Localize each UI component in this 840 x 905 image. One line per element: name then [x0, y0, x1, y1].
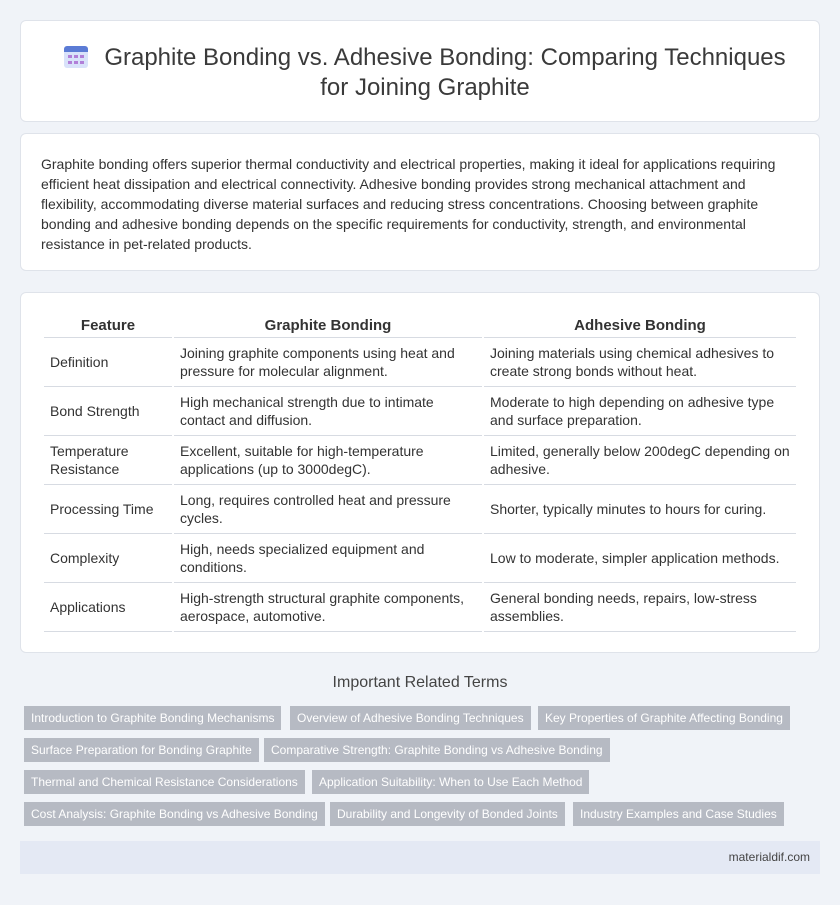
- related-term-tag[interactable]: Durability and Longevity of Bonded Joints: [330, 802, 565, 826]
- related-term-tag[interactable]: Application Suitability: When to Use Each Method: [312, 770, 589, 794]
- table-row: [44, 583, 796, 632]
- column-header: Feature: [44, 317, 172, 338]
- feature-cell: Definition: [44, 338, 172, 387]
- feature-cell: Processing Time: [44, 485, 172, 534]
- title-card: [20, 20, 820, 122]
- adhesive-bonding-cell: Shorter, typically minutes to hours for curing.: [484, 485, 796, 534]
- related-term-tag[interactable]: Key Properties of Graphite Affecting Bonding: [538, 706, 790, 730]
- related-term-tag[interactable]: Surface Preparation for Bonding Graphite: [24, 738, 259, 762]
- graphite-bonding-cell: Long, requires controlled heat and pressure cycles.: [174, 485, 482, 534]
- comparison-table: [42, 317, 798, 632]
- related-term-tag[interactable]: Industry Examples and Case Studies: [573, 802, 784, 826]
- feature-cell: Bond Strength: [44, 387, 172, 436]
- calculator-icon: [64, 46, 88, 68]
- table-row: [44, 338, 796, 387]
- intro-paragraph: Graphite bonding offers superior thermal conductivity and electrical properties, making it ideal for applications requiring efficient heat dissipation and electrical connectivity. Adhesive bonding provides strong mechanical attachment and flexibility, accommodating diverse material surfaces and reducing stress concentrations. Choosing between graphite bonding and adhesive bonding depends on the specific requirements for conductivity, strength, and environmental resistance in pet-related products.: [41, 156, 776, 252]
- table-header-row: [44, 317, 796, 338]
- column-header: Adhesive Bonding: [484, 317, 796, 338]
- table-row: [44, 534, 796, 583]
- table-row: [44, 387, 796, 436]
- related-term-tag[interactable]: Introduction to Graphite Bonding Mechanisms: [24, 706, 281, 730]
- footer: [20, 841, 820, 874]
- page-title: Graphite Bonding vs. Adhesive Bonding: Comparing Techniques for Joining Graphite: [104, 44, 786, 101]
- graphite-bonding-cell: High mechanical strength due to intimate contact and diffusion.: [174, 387, 482, 436]
- adhesive-bonding-cell: General bonding needs, repairs, low-stress assemblies.: [484, 583, 796, 632]
- footer-site-link[interactable]: materialdif.com: [728, 850, 810, 864]
- adhesive-bonding-cell: Joining materials using chemical adhesives to create strong bonds without heat.: [484, 338, 796, 387]
- related-term-tag[interactable]: Comparative Strength: Graphite Bonding vs Adhesive Bonding: [264, 738, 610, 762]
- adhesive-bonding-cell: Limited, generally below 200degC depending on adhesive.: [484, 436, 796, 485]
- related-term-tag[interactable]: Cost Analysis: Graphite Bonding vs Adhesive Bonding: [24, 802, 325, 826]
- table-row: [44, 436, 796, 485]
- page-title-wrap: [61, 43, 789, 103]
- feature-cell: Temperature Resistance: [44, 436, 172, 485]
- intro-card: [20, 133, 820, 271]
- related-term-tag[interactable]: Thermal and Chemical Resistance Considerations: [24, 770, 305, 794]
- adhesive-bonding-cell: Low to moderate, simpler application methods.: [484, 534, 796, 583]
- related-terms-title: Important Related Terms: [332, 674, 508, 691]
- graphite-bonding-cell: Joining graphite components using heat and pressure for molecular alignment.: [174, 338, 482, 387]
- column-header: Graphite Bonding: [174, 317, 482, 338]
- related-term-tag[interactable]: Overview of Adhesive Bonding Techniques: [290, 706, 531, 730]
- adhesive-bonding-cell: Moderate to high depending on adhesive type and surface preparation.: [484, 387, 796, 436]
- comparison-table-card: [20, 292, 820, 653]
- feature-cell: Applications: [44, 583, 172, 632]
- table-row: [44, 485, 796, 534]
- graphite-bonding-cell: Excellent, suitable for high-temperature applications (up to 3000degC).: [174, 436, 482, 485]
- graphite-bonding-cell: High, needs specialized equipment and conditions.: [174, 534, 482, 583]
- feature-cell: Complexity: [44, 534, 172, 583]
- graphite-bonding-cell: High-strength structural graphite components, aerospace, automotive.: [174, 583, 482, 632]
